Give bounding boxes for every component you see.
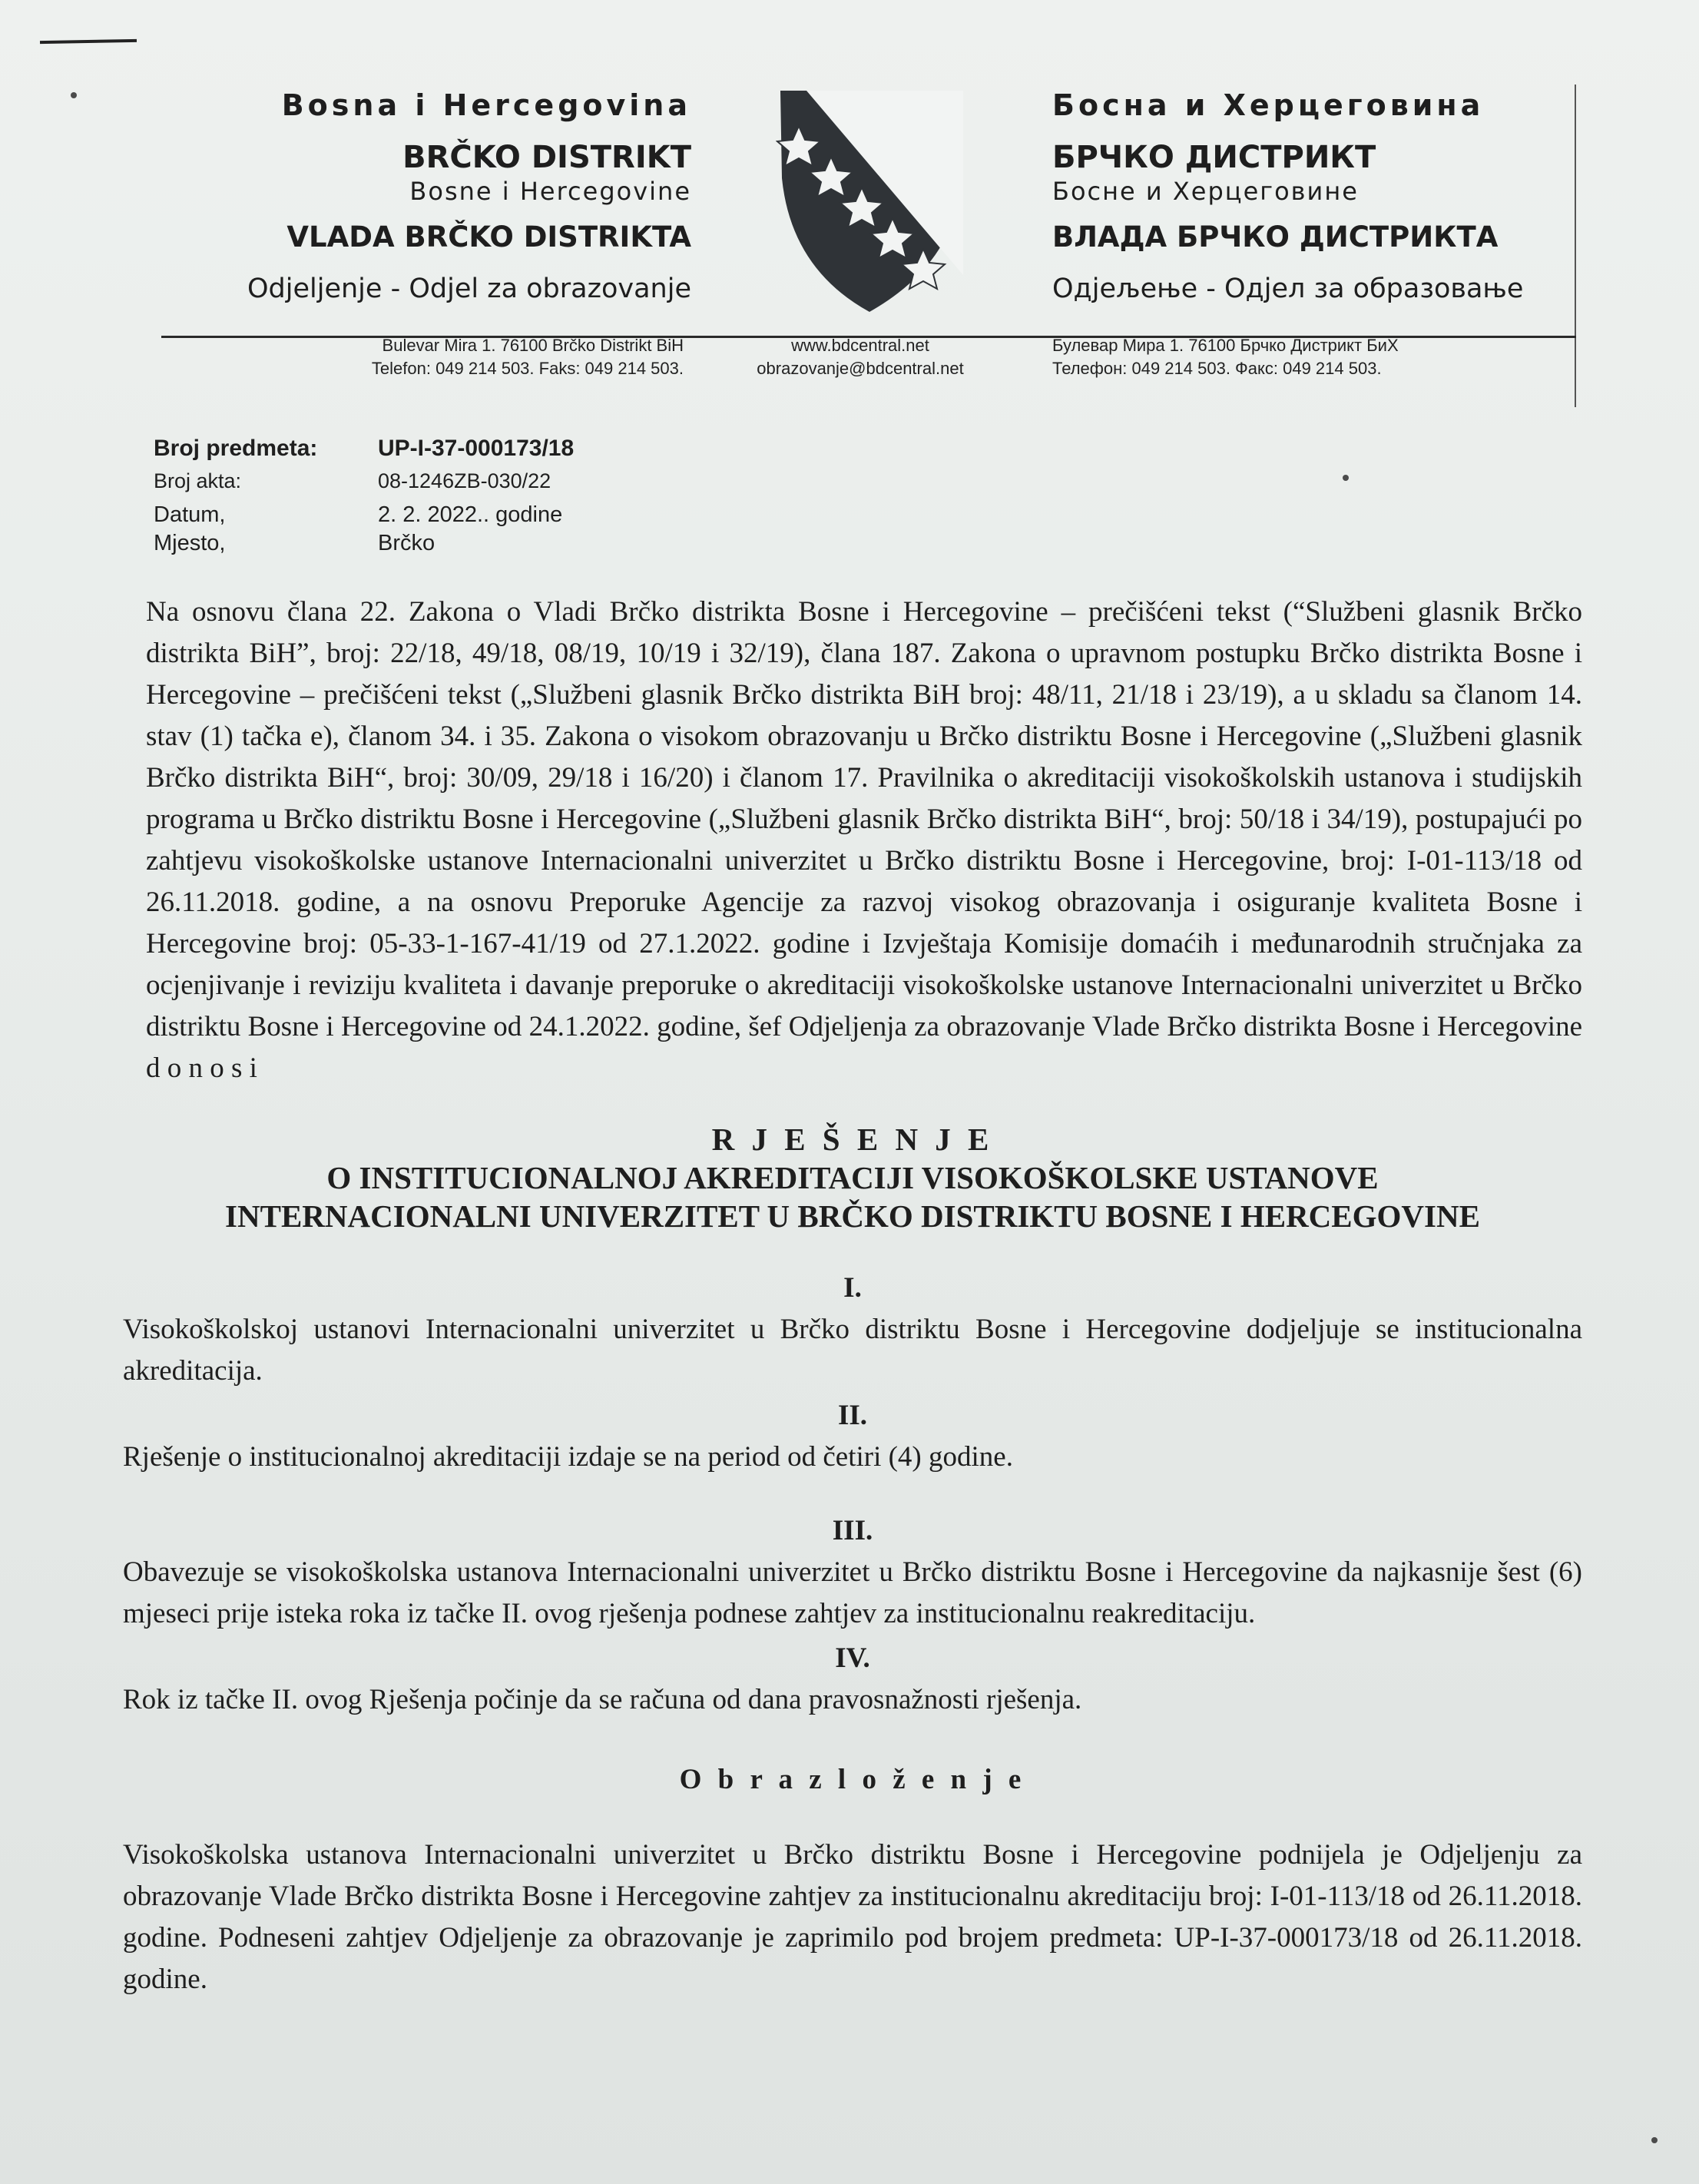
section-text: Rok iz tačke II. ovog Rješenja počinje da se računa od dana pravosnažnosti rješenja. bbox=[123, 1684, 1082, 1715]
header-government-cyrillic: ВЛАДА БРЧКО ДИСТРИКТА bbox=[1052, 220, 1499, 254]
contact-website: www.bdcentral.net bbox=[791, 336, 929, 355]
place-row bbox=[154, 529, 574, 558]
ink-mark bbox=[40, 39, 137, 44]
reasoning-title: O b r a z l o ž e n j e bbox=[679, 1764, 1026, 1795]
section-number: II. bbox=[837, 1400, 868, 1431]
decision-title-main: R J E Š E N J E bbox=[711, 1122, 994, 1157]
contact-phone-cyrillic: Телефон: 049 214 503. Факс: 049 214 503. bbox=[1052, 359, 1382, 378]
decision-title-line-3: INTERNACIONALNI UNIVERZITET U BRČKO DISTRIKTU BOSNE I HERCEGOVINE bbox=[225, 1198, 1480, 1234]
contact-address-latin: Bulevar Mira 1. 76100 Brčko Distrikt BiH bbox=[382, 336, 684, 355]
header-district-cyrillic: БРЧКО ДИСТРИКТ bbox=[1052, 140, 1376, 175]
header-district-sub-cyrillic: Босне и Херцеговине bbox=[1052, 177, 1359, 206]
document-body bbox=[123, 592, 1582, 2000]
contact-phone-latin: Telefon: 049 214 503. Faks: 049 214 503. bbox=[371, 359, 684, 378]
header-department-latin: Odjeljenje - Odjel za obrazovanje bbox=[247, 273, 691, 304]
paper-speck bbox=[1651, 2137, 1658, 2143]
section-text: Rješenje o institucionalnoj akreditaciji izdaje se na period od četiri (4) godine. bbox=[123, 1441, 1013, 1473]
section-number: III. bbox=[832, 1515, 873, 1546]
case-number-row bbox=[154, 432, 574, 466]
decision-title-line-2: O INSTITUCIONALNOJ AKREDITACIJI VISOKOŠKOLSKE USTANOVE bbox=[326, 1160, 1379, 1195]
section-number: I. bbox=[843, 1272, 862, 1304]
contact-email: obrazovanje@bdcentral.net bbox=[757, 359, 964, 378]
place-label: Mjesto, bbox=[154, 531, 226, 555]
date-label: Datum, bbox=[154, 502, 226, 527]
reasoning-paragraph: Visokoškolska ustanova Internacionalni univerzitet u Brčko distriktu Bosne i Hercegovine podnijela je Odjeljenju za obrazovanje Vlade Brčko distrikta Bosne i Hercegovine zahtjev za institucionalnu akreditaciju broj: I-01-113/18 od 26.11.2018. godine. Podneseni zahtjev Odjeljenje za obrazovanje je zaprimilo pod brojem predmeta: UP-I-37-000173/18 od 26.11.2018. godine. bbox=[123, 1839, 1582, 1995]
header-left bbox=[138, 83, 691, 309]
act-number-row bbox=[154, 466, 574, 496]
paper-speck bbox=[71, 92, 77, 98]
section-number: IV. bbox=[835, 1642, 870, 1674]
section-text: Visokoškolskoj ustanovi Internacionalni univerzitet u Brčko distriktu Bosne i Hercegovine dodjeljuje se institucionalna akreditacija. bbox=[123, 1314, 1582, 1387]
document-metadata bbox=[154, 432, 574, 558]
header-right bbox=[1052, 83, 1605, 309]
contact-right bbox=[1052, 334, 1544, 380]
header-district-sub-latin: Bosne i Hercegovine bbox=[409, 177, 691, 206]
place-value: Brčko bbox=[378, 531, 436, 555]
decision-title bbox=[123, 1120, 1582, 1235]
header-country-latin: Bosna i Hercegovina bbox=[281, 88, 691, 122]
date-value: 2. 2. 2022.. godine bbox=[378, 502, 563, 527]
paper-speck bbox=[1343, 475, 1349, 481]
contact-middle bbox=[722, 334, 999, 380]
act-number-label: Broj akta: bbox=[154, 469, 242, 492]
intro-paragraph: Na osnovu člana 22. Zakona o Vladi Brčko distrikta Bosne i Hercegovine – prečišćeni tekst (“Službeni glasnik Brčko distrikta BiH”, broj: 22/18, 49/18, 08/19, 10/19 i 32/19), člana 187. Zakona o upravnom postupku Brčko distrikta Bosne i Hercegovine – prečišćeni tekst („Službeni glasnik Brčko distrikta BiH broj: 48/11, 21/18 i 23/19), a u skladu sa članom 14. stav (1) tačka e), članom 34. i 35. Zakona o visokom obrazovanju u Brčko distriktu Bosne i Hercegovine („Službeni glasnik Brčko distrikta BiH“, broj: 30/09, 29/18 i 16/20) i članom 17. Pravilnika o akreditaciji visokoškolskih ustanova i studijskih programa u Brčko distriktu Bosne i Hercegovine („Službeni glasnik Brčko distrikta BiH“, broj: 50/18 i 34/19), postupajući po zahtjevu visokoškolske ustanove Internacionalni univerzitet u Brčko distriktu Bosne i Hercegovine, broj: I-01-113/18 od 26.11.2018. godine, a na osnovu Preporuke Agencije za razvoj visokog obrazovanja i osiguranje kvaliteta Bosne i Hercegovine broj: 05-33-1-167-41/19 od 27.1.2022. godine i Izvještaja Komisije domaćih i međunarodnih stručnjaka za ocjenjivanje i reviziju kvaliteta i davanje preporuke o akreditaciji visokoškolske ustanove Internacionalni univerzitet u Brčko distriktu Bosne i Hercegovine od 24.1.2022. godine, šef Odjeljenja za obrazovanje Vlade Brčko distrikta Bosne i Hercegovine d o n o s i bbox=[146, 596, 1582, 1084]
date-row bbox=[154, 501, 574, 529]
header-district-latin: BRČKO DISTRIKT bbox=[402, 140, 691, 175]
section-text: Obavezuje se visokoškolska ustanova Internacionalni univerzitet u Brčko distriktu Bosne i Hercegovine da najkasnije šest (6) mjeseci prije isteka roka iz tačke II. ovog rješenja podnese zahtjev za institucionalnu reakreditaciju. bbox=[123, 1556, 1582, 1629]
case-number-label: Broj predmeta: bbox=[154, 436, 318, 461]
contact-left bbox=[277, 334, 684, 380]
case-number-value: UP-I-37-000173/18 bbox=[378, 436, 575, 461]
header-right-border bbox=[1575, 85, 1576, 407]
contact-address-cyrillic: Булевар Мира 1. 76100 Брчко Дистрикт БиХ bbox=[1052, 336, 1399, 355]
coat-of-arms-icon bbox=[776, 86, 968, 316]
header-country-cyrillic: Босна и Херцеговина bbox=[1052, 88, 1485, 122]
act-number-value: 08-1246ZB-030/22 bbox=[378, 469, 551, 492]
header-department-cyrillic: Одјељење - Одјел за образовање bbox=[1052, 273, 1524, 304]
header-government-latin: VLADA BRČKO DISTRIKTA bbox=[286, 220, 691, 254]
